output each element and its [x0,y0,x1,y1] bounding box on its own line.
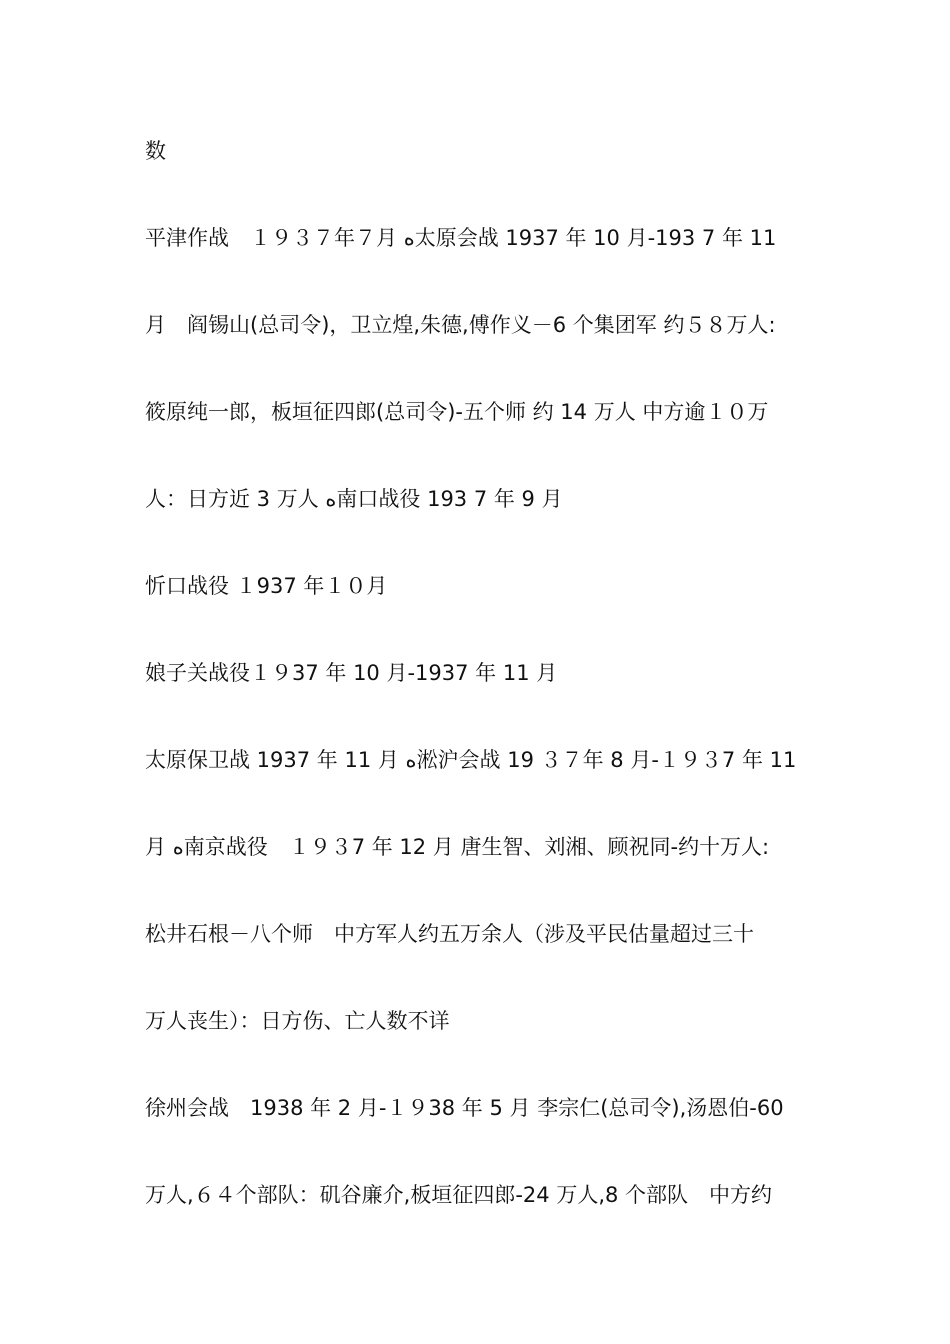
text-line-4: 筱原纯一郎，板垣征四郎(总司令)-五个师 约 14 万人 中方逾１０万 [145,400,769,424]
text-line-10: 松井石根－八个师 中方军人约五万余人（涉及平民估量超过三十 [145,922,754,946]
text-line-8: 太原保卫战 1937 年 11 月 ﻩ淞沪会战 19 ３７年 8 月-１９３7 年 11 [145,748,797,772]
text-line-3: 月 阎锡山(总司令)，卫立煌,朱德,傅作义－6 个集团军 约５８万人: [145,313,776,337]
text-line-11: 万人丧生）：日方伤、亡人数不详 [145,1009,450,1033]
text-line-2: 平津作战 １９３７年７月 ﻩ太原会战 1937 年 10 月-193 7 年 11 [145,226,777,250]
text-line-7: 娘子关战役１９37 年 10 月-1937 年 11 月 [145,661,558,685]
text-line-13: 万人,６４个部队：矶谷廉介,板垣征四郎-24 万人,8 个部队 中方约 [145,1183,773,1207]
text-line-12: 徐州会战 1938 年 2 月-１９38 年 5 月 李宗仁(总司令),汤恩伯-60 [145,1096,784,1120]
text-line-9: 月 ﻩ南京战役 １９３7 年 12 月 唐生智、刘湘、顾祝同-约十万人: [145,835,770,859]
text-line-5: 人：日方近 3 万人 ﻩ南口战役 193 7 年 9 月 [145,487,563,511]
text-line-6: 忻口战役 １937 年１０月 [145,574,388,598]
text-line-1: 数 [145,139,166,163]
